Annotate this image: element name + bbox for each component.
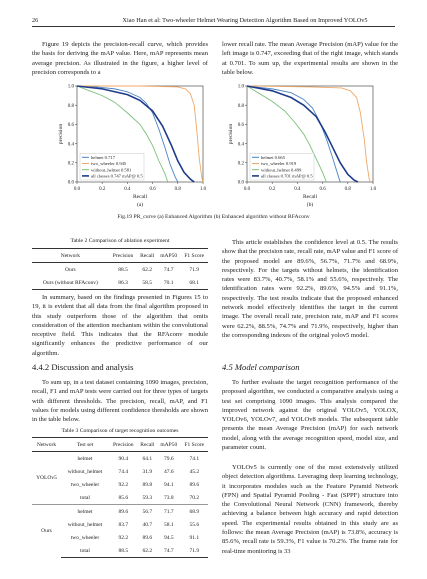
y-tick-label: 1.0: [237, 84, 244, 90]
figure-caption: Fig.19 PR_curve (a) Enhanced Algorithm (b) Enhanced algorithm without RFAconv: [117, 214, 310, 220]
table-row: total 88.5 62.2 74.7 71.9: [32, 544, 208, 558]
x-tick-label: 0.4: [124, 187, 131, 192]
table2: [32, 248, 208, 290]
table3-header-row: Network Test set Precision Recall mAP50 F1 Score: [32, 438, 208, 452]
x-tick-label: 1.0: [369, 187, 377, 192]
x-tick-label: 0.0: [243, 187, 251, 192]
table2-header-cell: Recall: [137, 249, 157, 263]
y-tick-label: 0.2: [237, 161, 244, 167]
x-axis-label: Recall: [132, 194, 148, 200]
x-tick-label: 1.0: [199, 187, 207, 192]
table-row: YOLOv5 helmet 90.4 64.1 79.6 74.1: [32, 452, 208, 466]
legend-label: without_helmet 0.499: [261, 167, 302, 173]
section-heading-4-4-2: 4.4.2 Discussion and analysis: [32, 362, 134, 372]
table2-caption: Table 2 Comparison of ablation experiment: [70, 238, 170, 244]
running-title: Xiao Han et al: Two-wheeler Helmet Wearing Detection Algorithm Based on Improved YOLOv5: [122, 17, 368, 24]
summary-paragraph: In summary, based on the findings presented in Figures 15 to 19, it is evident that all data from the final algorithm proposed in this study outperform those of the algorithm that omits consideration of the attention mechanism within the convolutional receptive field. This indicates that the RFAconv module significantly enhances the predictive performance of our algorithm.: [32, 294, 209, 357]
pr-chart-a-svg: [55, 82, 215, 212]
table-row: two_wheeler 92.2 89.6 94.5 91.1: [70, 534, 200, 541]
table-row: without_helmet 74.4 31.9 47.6 45.2: [67, 468, 200, 475]
table2-header-cell: Precision: [109, 249, 138, 263]
table2-header-row: [32, 249, 208, 263]
x-axis-label: Recall: [302, 194, 318, 200]
table2-header-cell: Network: [32, 249, 109, 263]
table-row: Ours (without RFAconv) 86.3 58.5 70.1 68.1: [32, 276, 208, 290]
table-row: Ours 88.5 62.2 74.7 71.9: [65, 266, 200, 273]
discussion-paragraph: To sum up, in a test dataset containing 1090 images, precision, recall, F1 and mAP tests were carried out for three types of targets with different thresholds. The precision, recall, mAP, and F1 values for models using different confidence thresholds are shown in the table below.: [32, 379, 209, 424]
model-comparison-paragraph: To further evaluate the target recognition performance of the proposed algorithm, we conducted a comparative analysis using a test set comprising 1090 images. This analysis compared the improved network against the original YOLOv5, YOLOX, YOLOv6, YOLOv7, and YOLOv8 models. The subsequent table presents the mean Average Precision (mAP) for each network model, along with the average recognition speed, model size, and parameter count.: [222, 379, 399, 452]
x-tick-label: 0.2: [99, 187, 106, 192]
table-row: Ours helmet 89.6 56.7 71.7 68.9: [32, 505, 208, 519]
x-tick-label: 0.2: [269, 187, 276, 192]
y-tick-label: 0.0: [237, 180, 244, 186]
network-cell-ours: Ours: [41, 528, 52, 535]
x-tick-label: 0.8: [174, 187, 181, 192]
table2-header-cell: F1 Score: [180, 249, 208, 263]
y-axis-label: precision: [228, 123, 234, 145]
y-tick-label: 0.6: [237, 123, 244, 129]
section-heading-4-5: 4.5 Model comparison: [222, 362, 300, 372]
legend-label: helmet 0.717: [91, 154, 115, 160]
pr-chart-b-svg: [225, 82, 385, 212]
y-tick-label: 0.8: [237, 103, 244, 109]
x-tick-label: 0.6: [149, 187, 156, 192]
y-tick-label: 0.4: [237, 142, 244, 148]
legend-label: helmet 0.665: [261, 154, 285, 160]
x-tick-label: 0.4: [294, 187, 301, 192]
x-tick-label: 0.0: [73, 187, 81, 192]
legend-label: two_wheeler 0.919: [261, 161, 297, 167]
page-number: 26: [32, 17, 39, 24]
intro-paragraph-left: Figure 19 depicts the precision-recall curve, which provides the basis for deriving the mAP value. Here, mAP represents mean average precision. As illustrated in the figure, a higher level of precision corresponds to a: [32, 41, 208, 76]
x-tick-label: 0.8: [344, 187, 351, 192]
pr-chart-b: [225, 82, 385, 212]
header-rule: [32, 26, 395, 27]
yolov5-paragraph: YOLOv5 is currently one of the most extensively utilized object detection algorithms. Leveraging deep learning technology, it incorporates modules such as the Feature Pyramid Network (FPN) and Spatial Pyramid Pooling - Fast (SPPF) structure into the Convolutional Neural Network (CNN) framework, thereby achieving a balance between high accuracy and rapid detection speed. The experimental results obtained in this study are as follows: the mean Average Precision (mAP) is 73.8%, accuracy is 85.6%, recall rate is 59.3%, F1 value is 70.2%. The frame rate for real-time monitoring is 33: [222, 464, 399, 555]
y-tick-label: 0.6: [67, 123, 74, 129]
y-tick-label: 0.4: [67, 142, 74, 148]
x-tick-label: 0.6: [319, 187, 326, 192]
pr-chart-a: [55, 82, 215, 212]
y-tick-label: 1.0: [67, 84, 74, 90]
table3-caption: Table 3 Comparison of target recognition outcomes: [61, 428, 179, 434]
table2-header-cell: mAP50: [157, 249, 180, 263]
confidence-paragraph: This article establishes the confidence level at 0.5. The results show that the precision rate, recall rate, mAP value and F1 score of the proposed model are 89.6%, 56.7%, 71.7% and 68.9%, respectively. For the targets without helmets, the identification rates were 83.7%, 40.7%, 58.1% and 55.6%, respectively. The identification rates were 92.2%, 89.6%, 94.5% and 91.1%, respectively. The test results indicate that the proposed enhanced network model effectively identifies the target in the current image. The overall recall rate, precision rate, mAP and F1 scores were 62.2%, 88.5%, 74.7% and 71.9%, respectively, higher than the corresponding indexes of the original yolov5 model.: [222, 239, 399, 339]
network-cell-yolov5: YOLOv5: [36, 475, 57, 481]
intro-paragraph-right: lower recall rate. The mean Average Precision (mAP) value for the left image is 0.747, exceeding that of the right image, which stands at 0.701. To sum up, the experimental results are shown in the table below.: [222, 41, 399, 76]
legend-label: two_wheeler 0.945: [91, 161, 127, 167]
table-row: without_helmet 83.7 40.7 58.1 55.6: [67, 521, 200, 528]
panel-label: (a): [136, 202, 144, 208]
y-tick-label: 0.2: [67, 161, 74, 167]
y-axis-label: precision: [58, 123, 64, 145]
panel-label: (b): [306, 202, 314, 208]
y-tick-label: 0.0: [67, 180, 74, 186]
legend-label: all classes 0.747 mAP@ 0.5: [91, 173, 143, 179]
table-row: total 85.6 59.3 73.8 70.2: [32, 491, 208, 505]
y-tick-label: 0.8: [67, 103, 74, 109]
legend-label: without_helmet 0.581: [91, 167, 132, 173]
table3: [32, 437, 208, 558]
table-row: two_wheeler 92.2 89.8 94.1 89.6: [70, 481, 200, 488]
legend-label: all classes 0.701 mAP@ 0.5: [261, 173, 313, 179]
